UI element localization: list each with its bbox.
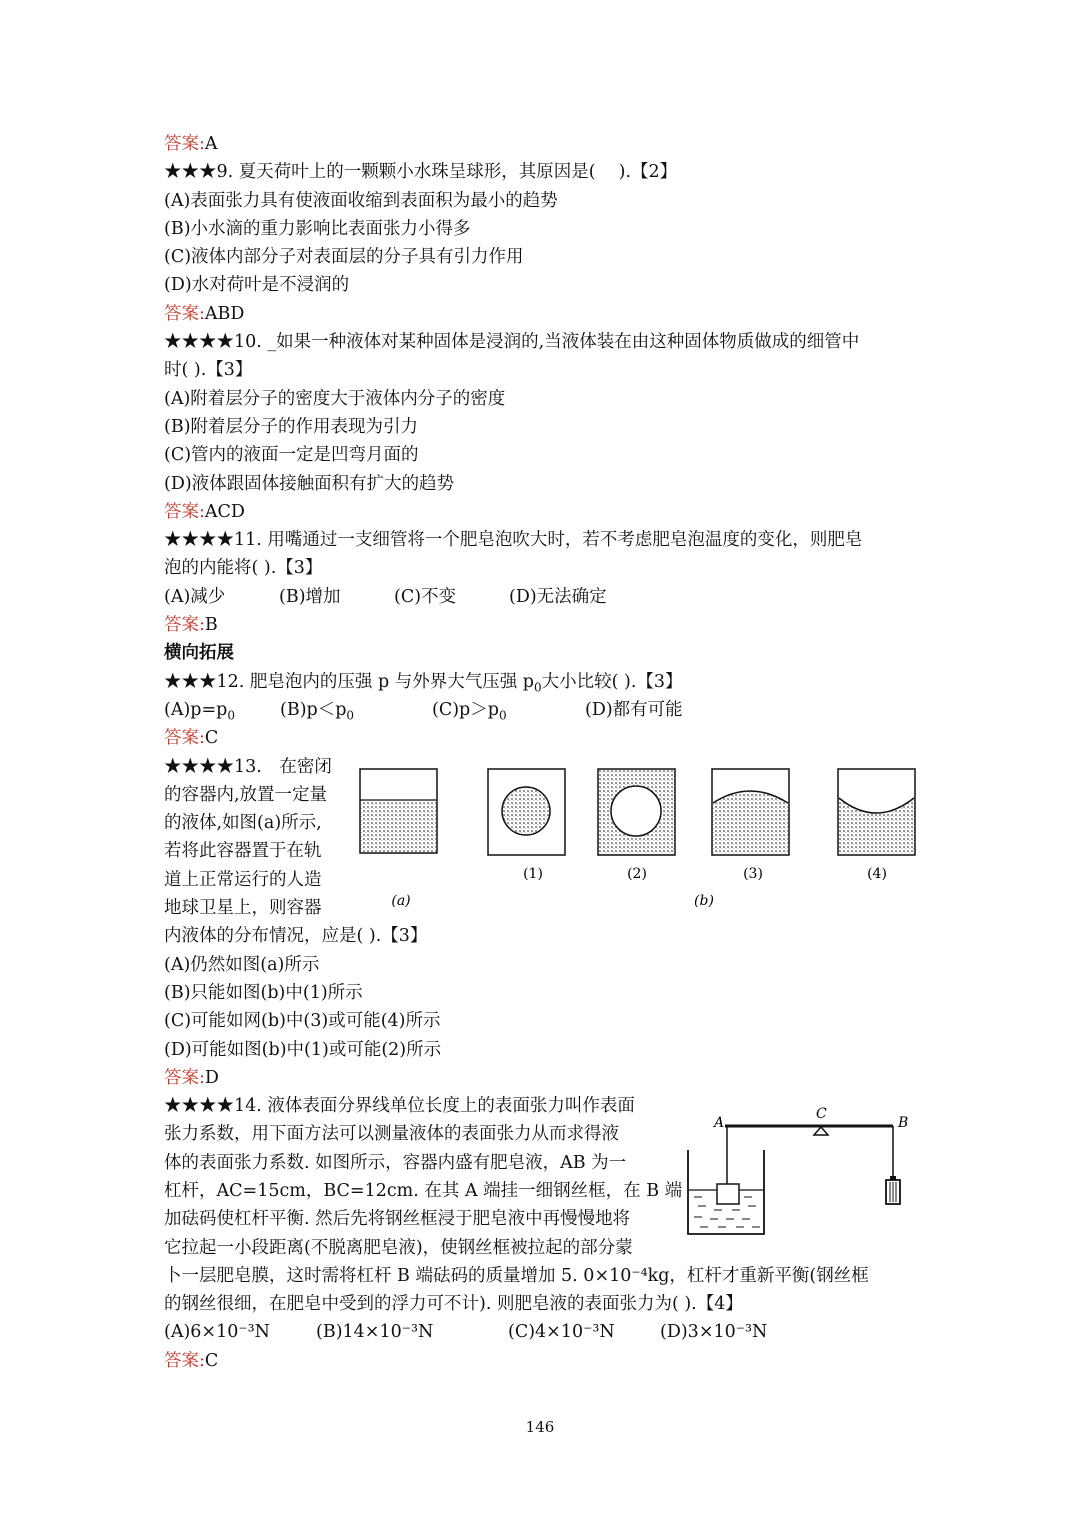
option-9d: (D)水对荷叶是不浸润的 [164,275,350,296]
question-13-line2: 的容器内,放置一定量 [164,784,328,805]
label-4: (4) [867,866,887,882]
option-14d: (D)3×10⁻³N [660,1322,768,1343]
option-14b: (B)14×10⁻³N [316,1322,434,1343]
option-10c: (C)管内的液面一定是凹弯月面的 [164,445,419,466]
label-a: (a) [391,893,411,909]
answer-10: 答案:ACD [164,501,245,522]
question-9: ★★★9. 夏天荷叶上的一颗颗小水珠呈球形，其原因是( ).【2】 [164,162,678,183]
answer-label: 答案: [164,134,205,154]
question-11-line2: 泡的内能将( ).【3】 [164,558,323,579]
container-3 [712,769,789,855]
label-2: (2) [627,866,647,882]
question-14-line7: 卜一层肥皂膜，这时需将杠杆 B 端砝码的质量增加 5. 0×10⁻⁴kg，杠杆才重新平衡(钢丝框 [164,1265,869,1286]
option-11c: (C)不变 [394,586,457,607]
container-1 [488,769,565,855]
figure-14-lever-apparatus [680,1100,925,1250]
label-3: (3) [743,866,763,882]
option-14c: (C)4×10⁻³N [508,1322,615,1343]
weight-icon [886,1176,900,1204]
option-14a: (A)6×10⁻³N [164,1322,270,1343]
answer-11: 答案:B [164,615,218,636]
question-13-line6: 地球卫星上，则容器 [164,898,322,919]
question-13-line3: 的液体,如图(a)所示, [164,813,322,834]
answer-9: 答案:ABD [164,303,245,324]
question-10-line2: 时( ).【3】 [164,360,253,381]
page-number: 146 [525,1418,555,1436]
answer-8: 答案:A [164,134,218,154]
container-4 [838,769,915,855]
answer-13: 答案:D [164,1067,219,1088]
label-A: A [714,1115,725,1131]
options-11 [164,583,924,611]
question-14-line4: 杠杆，AC=15cm，BC=12cm. 在其 A 端挂一细钢丝框，在 B 端 [164,1180,683,1201]
option-10b: (B)附着层分子的作用表现为引力 [164,416,419,437]
question-14-line1: ★★★★14. 液体表面分界线单位长度上的表面张力叫作表面 [164,1096,635,1117]
figure-13-containers [355,762,925,912]
option-10a: (A)附着层分子的密度大于液体内分子的密度 [164,388,506,409]
question-10-line1: ★★★★10. _如果一种液体对某种固体是浸润的,当液体装在由这种固体物质做成的细管中 [164,332,860,353]
option-13d: (D)可能如图(b)中(1)或可能(2)所示 [164,1039,442,1060]
option-12c: $(C)p>p_0$ [432,699,507,723]
question-14-line8: 的钢丝很细，在肥皂中受到的浮力可不计). 则肥皂液的表面张力为( ).【4】 [164,1294,743,1315]
label-b: (b) [694,893,714,909]
question-12: ★★★12. 肥皂泡内的压强 p 与外界大气压强 $p_0$大小比较( ).【3】 [164,671,683,695]
option-10d: (D)液体跟固体接触面积有扩大的趋势 [164,473,455,494]
option-11a: (A)减少 [164,586,226,607]
option-11d: (D)无法确定 [509,586,607,607]
question-14-line3: 体的表面张力系数. 如图所示，容器内盛有肥皂液，AB 为一 [164,1152,627,1173]
question-13-line1: ★★★★13. 在密闭 [164,756,332,777]
option-9c: (C)液体内部分子对表面层的分子具有引力作用 [164,247,524,268]
fulcrum-c [814,1127,828,1135]
container-a [360,769,437,853]
option-13a: (A)仍然如图(a)所示 [164,954,320,975]
option-9a: (A)表面张力具有使液面收缩到表面积为最小的趋势 [164,190,558,211]
question-14-line2: 张力系数，用下面方法可以测量液体的表面张力从而求得液 [164,1124,619,1145]
label-B: B [898,1115,909,1131]
container-2 [598,769,675,855]
options-14 [164,1318,924,1346]
question-13-line7: 内液体的分布情况，应是( ).【3】 [164,926,428,947]
answer-14: 答案:C [164,1350,219,1371]
option-12d: (D)都有可能 [585,699,683,720]
label-1: (1) [523,866,543,882]
question-13-line4: 若将此容器置于在轨 [164,841,322,862]
option-9b: (B)小水滴的重力影响比表面张力小得多 [164,218,471,239]
question-13-line5: 道上正常运行的人造 [164,869,322,890]
option-11b: (B)增加 [279,586,341,607]
question-14-line6: 它拉起一小段距离(不脱离肥皂液)，使钢丝框被拉起的部分蒙 [164,1237,633,1258]
option-12b: $(B)p<p_0$ [280,699,355,723]
label-C: C [816,1106,827,1122]
options-12 [164,696,924,724]
section-heading: 横向拓展 [164,643,234,664]
option-13c: (C)可能如网(b)中(3)或可能(4)所示 [164,1011,441,1032]
option-12a: $(A)p=p_0$ [164,699,236,723]
question-11-line1: ★★★★11. 用嘴通过一支细管将一个肥皂泡吹大时，若不考虑肥皂泡温度的变化，则肥皂 [164,530,863,551]
question-14-line5: 加砝码使杠杆平衡. 然后先将钢丝框浸于肥皂液中再慢慢地将 [164,1209,631,1230]
option-13b: (B)只能如图(b)中(1)所示 [164,982,363,1003]
answer-12: 答案:C [164,728,219,749]
wire-frame [717,1184,739,1204]
